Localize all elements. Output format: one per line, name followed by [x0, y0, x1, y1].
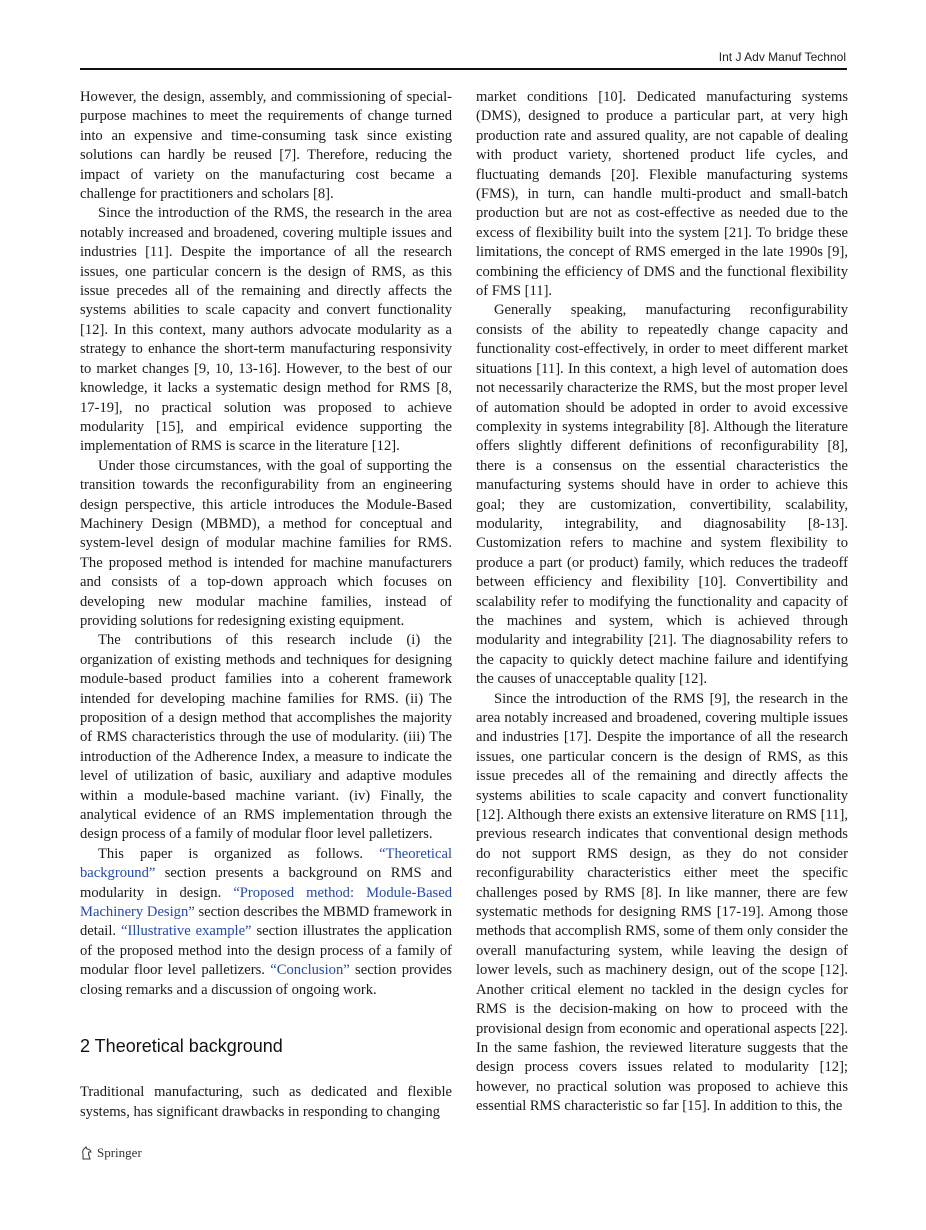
left-paragraph-2: Since the introduction of the RMS, the research in the area notably increased and broadened, covering multiple issues and industries [11]. Despite the importance of all the research issues, one particular concern is the design of RMS, as this issue precedes all of the remaining and directly affects the systems abilities to scale capacity and convert functionality [12]. In this context, many authors advocate modularity as a strategy to enhance the short-term manufacturing responsivity to market changes [9, 10, 13-16]. However, to the best of our knowledge, it lacks a systematic design method for RMS [8, 17-19], no practical solution was proposed to achieve modularity [15], and empirical evidence supporting the implementation of RMS is scarce in the literature [12]. — [80, 205, 452, 455]
right-paragraph-2: Generally speaking, manufacturing reconfigurability consists of the ability to repeatedly change capacity and functionality cost-effectively, in order to meet different market situations [11]. In this context, a high level of automation does not necessarily characterize the RMS, but the most proper level of automation should be adopted in order to avoid excessive complexity in systems integrability [8]. Although the literature offers slightly different definitions of reconfigurability [8], there is a consensus on the essential characteristics the manufacturing systems should have in order to achieve this goal; they are customization, convertibility, scalability, modularity, integrability, and diagnosability [8-13]. Customization refers to machine and system flexibility to produce a part (or product) family, which reduces the tradeoff between efficiency and flexibility [10]. Convertibility and scalability refer to modifying the functionality and capacity of the machines and system, which is achieved through modularity and integrability [21]. The diagnosability refers to the capacity to quickly detect machine failure and identifying the causes of unacceptable quality [12]. — [476, 302, 848, 688]
left-paragraph-6: Traditional manufacturing, such as dedicated and flexible systems, has significant drawbacks in responding to changing — [80, 1084, 452, 1120]
link-illustrative-example[interactable]: “Illustrative example” — [121, 923, 252, 940]
publisher-name: Springer — [97, 1145, 142, 1160]
link-theoretical-background[interactable]: “Theoretical background” — [80, 845, 452, 882]
header-rule — [80, 68, 847, 70]
journal-name: Int J Adv Manuf Technol — [718, 50, 846, 64]
right-paragraph-3: Since the introduction of the RMS [9], the research in the area notably increased and broadened, covering multiple issues and industries [17]. Despite the importance of all the research issues, one particular concern is the design of RMS, as this issue precedes all of the remaining and directly affects the systems abilities to scale capacity and convert functionality [12]. Although there exists an extensive literature on RMS [11], previous research indicates that conventional design methods do not support RMS design, as they do not consider reconfigurability characteristics either meet the specific challenges posed by RMS [8]. In like manner, there are few systematic methods for designing RMS [17-19]. Among those methods that accomplish RMS, some of them only consider the overall manufacturing system, while leaving the design of lower levels, such as machinery design, out of the scope [12]. Another critical element no tackled in the design cycles for RMS is the decision-making on how to proceed with the provisional design from economic and operational aspects [22]. In the same fashion, the reviewed literature suggests that the design process covers issues related to modularity [12]; however, no practical solution was proposed to achieve this essential RMS characteristic so far [15]. In addition to this, the — [476, 690, 848, 1115]
organization-text-4: section illustrates the application of the proposed method into the design process of a family of modular floor level palletizers. — [80, 923, 453, 979]
left-paragraph-5 — [80, 845, 452, 1000]
left-column — [80, 88, 452, 1122]
link-proposed-method[interactable]: “Proposed method: Module-Based Machinery Design” — [80, 884, 452, 921]
section-heading: 2 Theoretical background — [80, 1036, 283, 1057]
left-paragraph-1: However, the design, assembly, and commissioning of special-purpose machines to meet the requirements of change turned into an expensive and time-consuming task since existing solutions can hardly be reused [7]. Therefore, reducing the impact of variety on the manufacturing cost became a challenge for practitioners and scholars [8]. — [80, 89, 452, 203]
left-paragraph-3: Under those circumstances, with the goal of supporting the transition towards the reconfigurability from an engineering design perspective, this article introduces the Module-Based Machinery Design (MBMD), a method for conceptual and system-level design of modular machine families for RMS. The proposed method is intended for machine manufacturers and consists of a top-down approach which focuses on developing new modular machine families, instead of providing solutions for redesigning existing equipment. — [80, 457, 452, 629]
link-conclusion[interactable]: “Conclusion” — [270, 962, 350, 979]
right-column — [476, 88, 848, 1117]
organization-text-5: section provides closing remarks and a discussion of ongoing work. — [80, 962, 452, 998]
right-paragraph-1: market conditions [10]. Dedicated manufacturing systems (DMS), designed to produce a particular part, at very high production rate and assured quality, are not capable of dealing with product variety, shortened product life cycles, and fluctuating demands [20]. Flexible manufacturing systems (FMS), in turn, can handle multi-product and small-batch production but are not as cost-effective as needed due to the excess of flexibility built into the system [21]. To bridge these limitations, the concept of RMS emerged in the late 1990s [9], combining the efficiency of DMS and the functional flexibility of FMS [11]. — [476, 89, 848, 300]
organization-text-3: section describes the MBMD framework in detail. — [80, 904, 453, 940]
left-paragraph-4: The contributions of this research include (i) the organization of existing methods and techniques for designing module-based product families into a coherent framework intended for developing machine families for RMS. (ii) The proposition of a design method that accomplishes the majority of RMS characteristics through the use of modularity. (iii) The introduction of the Adherence Index, a measure to indicate the level of utilization of basic, auxiliary and adaptive modules within a module-based machine variant. (iv) Finally, the analytical evidence of an RMS implementation through the design process of a family of modular floor level palletizers. — [80, 632, 452, 843]
springer-horse-icon — [80, 1146, 93, 1160]
organization-text-1: This paper is organized as follows. — [98, 845, 380, 862]
organization-text-2: section presents a background on RMS and modularity in design. — [80, 865, 452, 901]
page-footer — [80, 1145, 142, 1161]
